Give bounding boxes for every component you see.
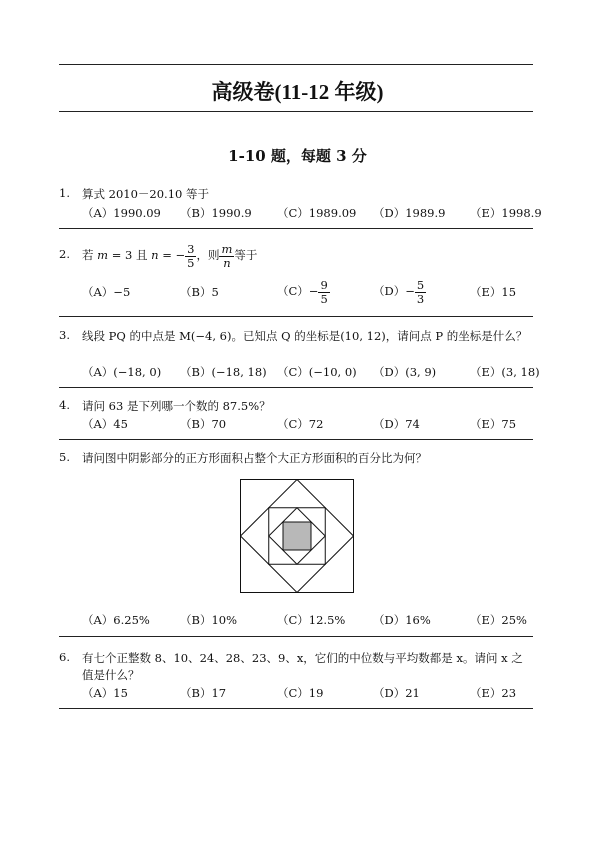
- fraction-three-fifths: $\frac{3}{5}$: [187, 241, 195, 270]
- top-rule: [59, 64, 533, 65]
- q1-option-e[interactable]: （E）1998.9: [470, 206, 542, 220]
- q6-option-c[interactable]: （C）19: [277, 686, 324, 700]
- question-6-text: 有七个正整数 8、10、24、28、23、9、x，它们的中位数与平均数都是 x。请问 x 之值是什么？: [82, 651, 523, 682]
- question-2-text: 若 m = 3 且 n = − $\frac{3}{5}$ ，则 $\frac{m}{n}$ 等于: [82, 241, 258, 270]
- q1-option-d[interactable]: （D）1989.9: [373, 206, 446, 220]
- q1-option-c[interactable]: （C）1989.09: [277, 206, 357, 220]
- q2-divider: [59, 316, 533, 317]
- q3-divider: [59, 387, 533, 388]
- q2-option-b[interactable]: （B）5: [180, 285, 219, 299]
- q3-option-a[interactable]: （A）(−18, 0): [82, 365, 162, 379]
- title-bottom-rule: [59, 111, 533, 112]
- q6-option-e[interactable]: （E）23: [470, 686, 517, 700]
- q6-option-a[interactable]: （A）15: [82, 686, 128, 700]
- q5-option-d[interactable]: （D）16%: [373, 613, 431, 627]
- question-3-number: 3.: [59, 328, 70, 342]
- question-5-number: 5.: [59, 450, 70, 464]
- question-4-text: 请问 63 是下列哪一个数的 87.5%？: [82, 399, 271, 413]
- q5-option-e[interactable]: （E）25%: [470, 613, 527, 627]
- question-2-number: 2.: [59, 247, 70, 261]
- shaded-square: [283, 522, 311, 550]
- q5-option-a[interactable]: （A）6.25%: [82, 613, 150, 627]
- q1-option-b[interactable]: （B）1990.9: [180, 206, 252, 220]
- q2-option-c[interactable]: （C）− $\frac{9}{5}$: [277, 277, 328, 306]
- q5-option-c[interactable]: （C）12.5%: [277, 613, 346, 627]
- q1-divider: [59, 228, 533, 229]
- section-heading: 1-10 题，每题 3 分: [228, 147, 367, 165]
- question-1-number: 1.: [59, 186, 70, 200]
- page-title: 高级卷(11-12 年级): [211, 80, 384, 104]
- q3-option-b[interactable]: （B）(−18, 18): [180, 365, 267, 379]
- question-5-text: 请问图中阴影部分的正方形面积占整个大正方形面积的百分比为何？: [82, 451, 427, 465]
- q5-option-b[interactable]: （B）10%: [180, 613, 238, 627]
- q2-option-d[interactable]: （D）− $\frac{5}{3}$: [373, 277, 425, 306]
- question-4-number: 4.: [59, 398, 70, 412]
- nested-squares-figure: [240, 479, 354, 593]
- q6-option-b[interactable]: （B）17: [180, 686, 227, 700]
- q4-option-c[interactable]: （C）72: [277, 417, 324, 431]
- q2-option-a[interactable]: （A）−5: [82, 285, 131, 299]
- q4-option-d[interactable]: （D）74: [373, 417, 420, 431]
- q6-option-d[interactable]: （D）21: [373, 686, 420, 700]
- q1-option-a[interactable]: （A）1990.09: [82, 206, 161, 220]
- q3-option-e[interactable]: （E）(3, 18): [470, 365, 540, 379]
- q4-divider: [59, 439, 533, 440]
- question-6-number: 6.: [59, 650, 70, 664]
- question-3-text: 线段 PQ 的中点是 M(−4, 6)。已知点 Q 的坐标是(10, 12)，请问点 P 的坐标是什么？: [82, 329, 528, 343]
- q2-option-e[interactable]: （E）15: [470, 285, 517, 299]
- q4-option-a[interactable]: （A）45: [82, 417, 128, 431]
- q4-option-b[interactable]: （B）70: [180, 417, 227, 431]
- question-1-text: 算式 2010－20.10 等于: [82, 187, 209, 201]
- q5-divider: [59, 636, 533, 637]
- q6-divider: [59, 708, 533, 709]
- q3-option-c[interactable]: （C）(−10, 0): [277, 365, 357, 379]
- q4-option-e[interactable]: （E）75: [470, 417, 517, 431]
- fraction-m-over-n: $\frac{m}{n}$: [221, 241, 233, 270]
- q3-option-d[interactable]: （D）(3, 9): [373, 365, 437, 379]
